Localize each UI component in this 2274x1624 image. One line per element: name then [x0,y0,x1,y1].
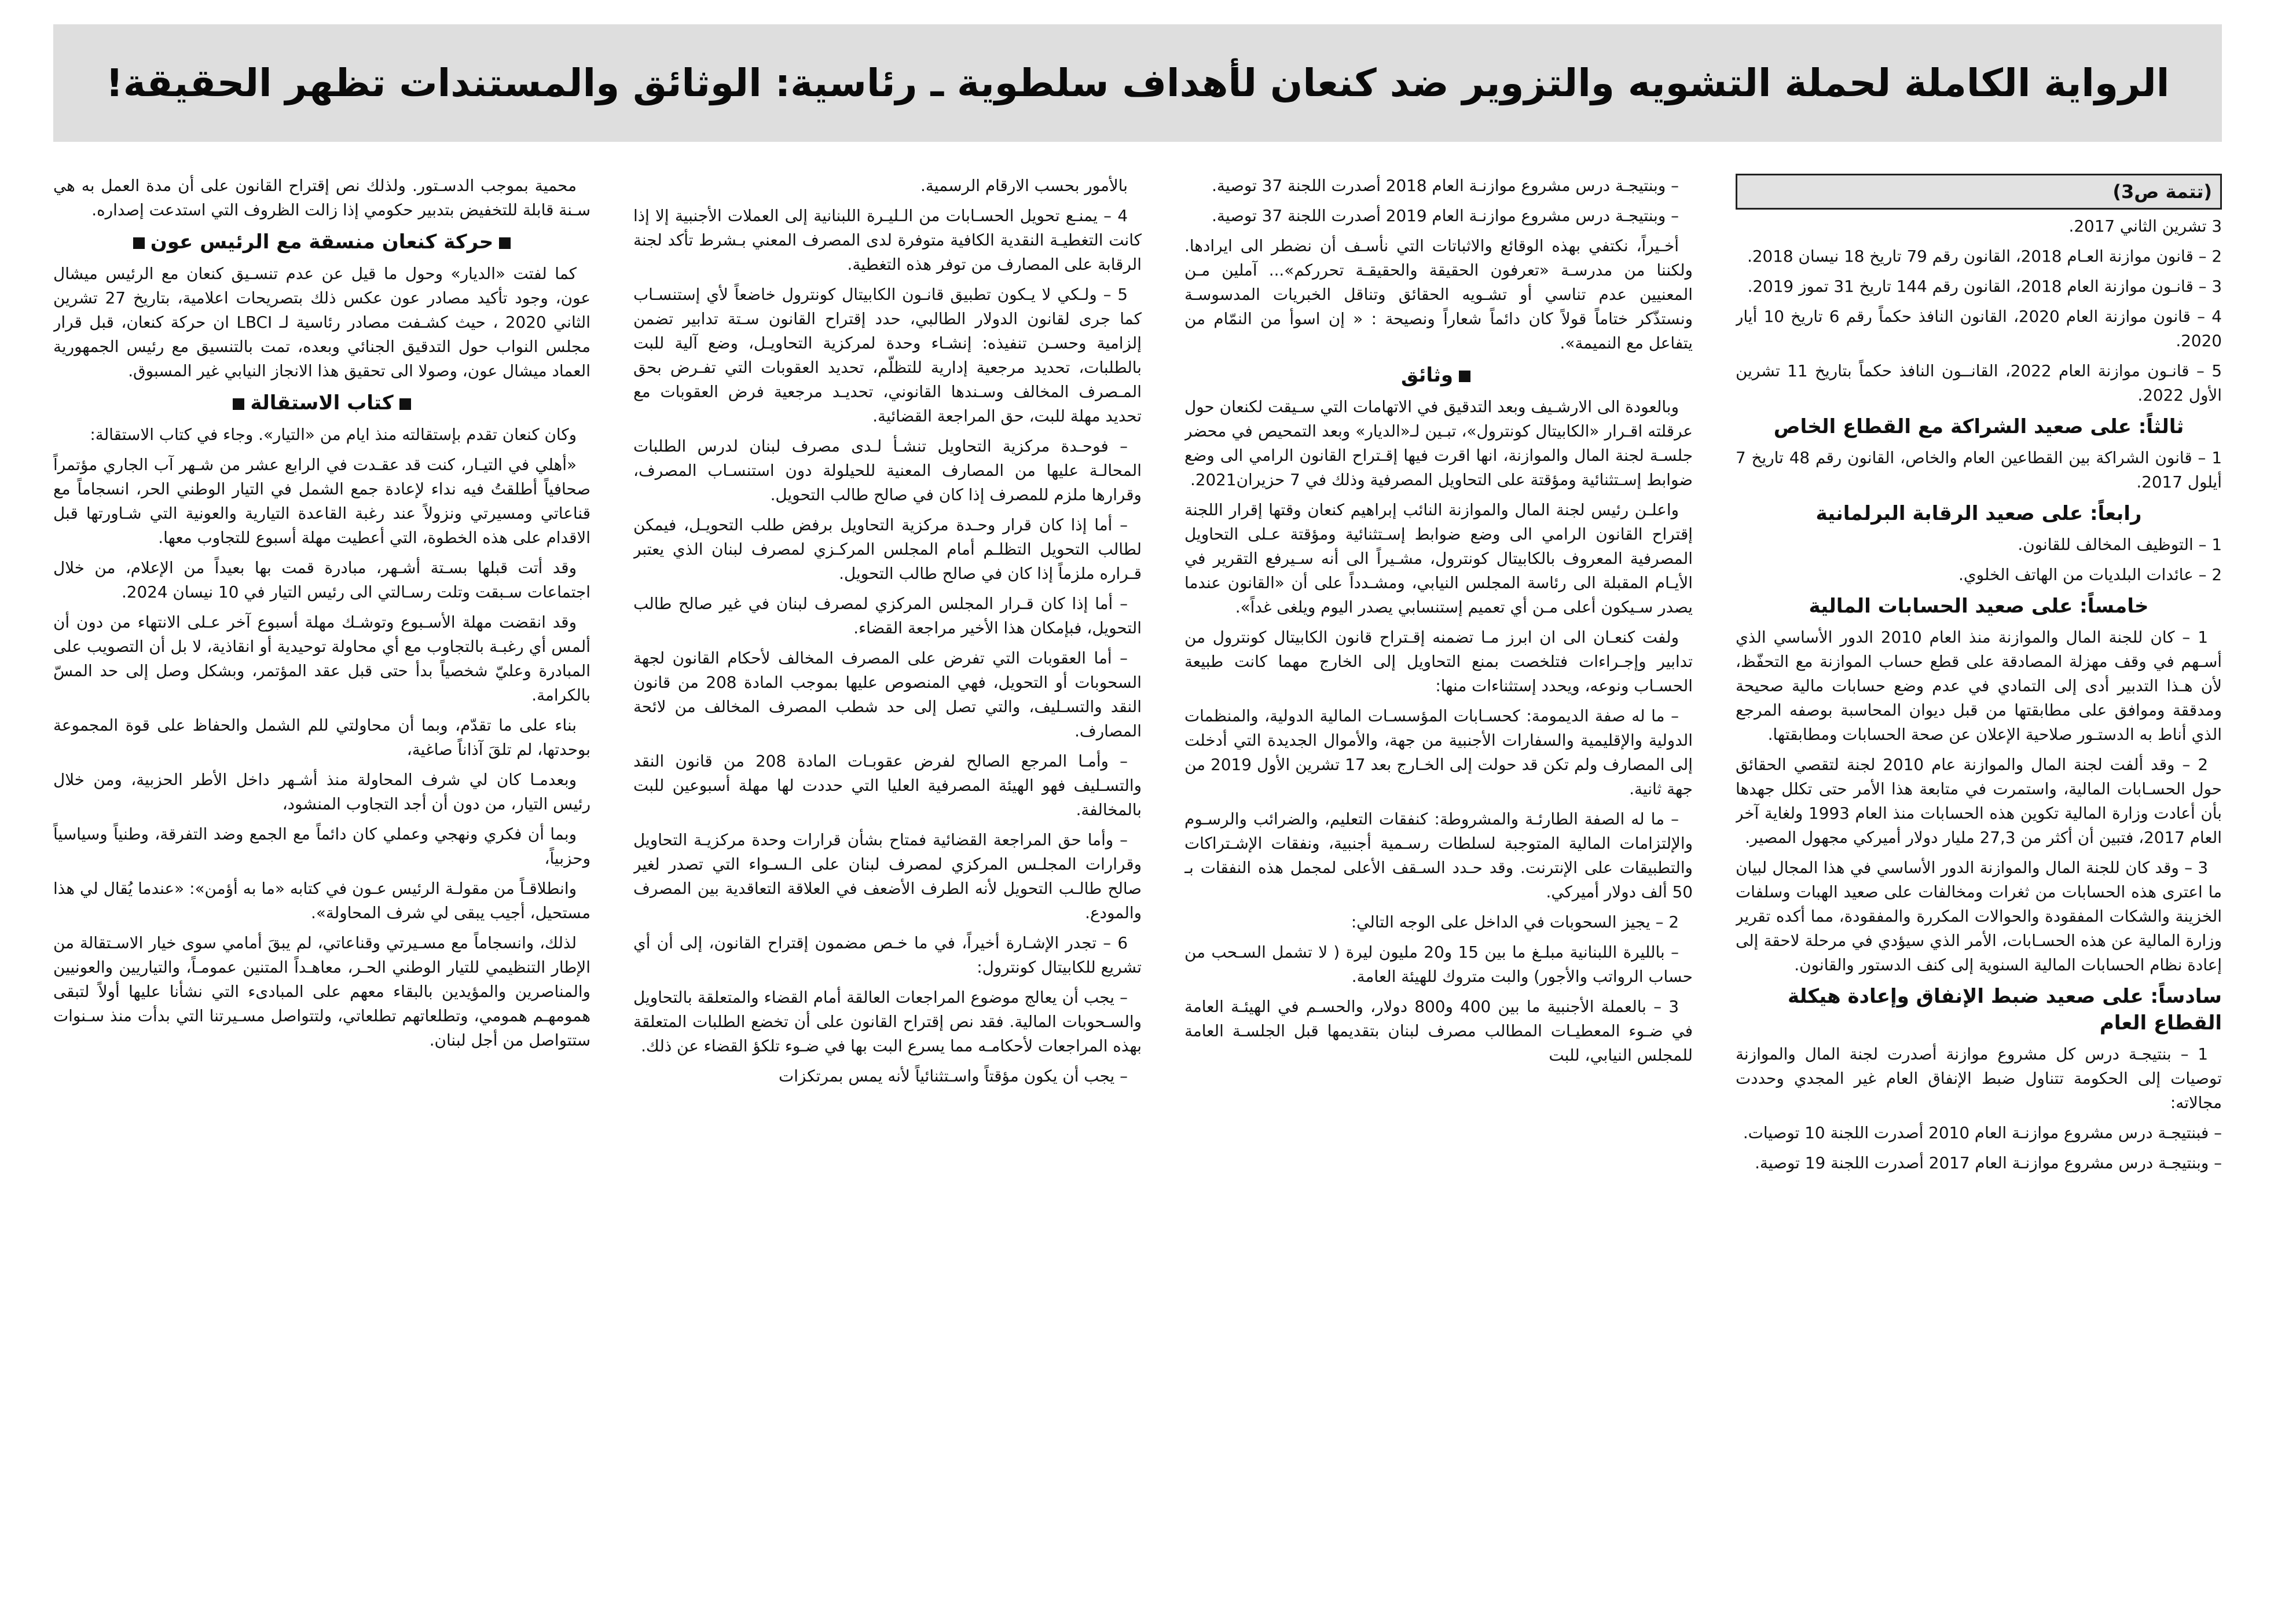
list-item: 5 – قانـون موازنة العام 2022، القانــون النافذ حكماً بتاريخ 11 تشرين الأول 2022. [1736,361,2222,405]
section-heading-text: كتاب الاستقالة [250,391,394,415]
paragraph: – وأمـا المرجع الصالح لفرض عقوبـات المادة 208 من قانون النقد والتسـليف فهو الهيئة المصرفية العليا التي حددت لها مهلة أسبوعين للبت بالمخالفة. [633,751,1142,819]
list-item: 4 – قانون موازنة العام 2020، القانون النافذ حكماً رقم 6 تاريخ 10 أيار 2020. [1736,307,2222,350]
section-heading-text: وثائق [1400,364,1454,387]
paragraph: وقد انقضت مهلة الأسـبوع وتوشـك مهلة أسبوع آخر عـلى الانتهاء من دون أن ألمس أي رغبـة بالتجاوب مع أي محاولة توحيدية أو انقاذية، لا بل أن التصويب على المبادرة وعليّ شخصياً بدأ حتى قبل عقد المؤتمر، وبشكل وصل إلى حد المسّ بالكرامة. [53,613,590,705]
paragraph: 4 – يمنـع تحويل الحسـابات من الـليـرة اللبنانية إلى العملات الأجنبية إلا إذا كانت التغطيـة النقدية الكافية متوفرة لدى المصرف المعني بـشرط تأكد لجنة الرقابة على المصارف من توفر هذه التغطية. [633,206,1142,274]
section-heading-resignation [53,389,590,417]
paragraph: – يجب أن يعالج موضوع المراجعات العالقة أمام القضاء والمتعلقة بالتحاويل والسـحوبات المالية. فقد نص إقتراح القانون على أن تخضع الطلبات المتعلقة بهذه المراجعات لأحكامـه مما يسرع البت بها في ضـوء تلكؤ القضاء عن ذلك. [633,988,1142,1055]
paragraph: واعلـن رئيس لجنة المال والموازنة النائب إبراهيم كنعان وقتها إقرار اللجنة إقتراح القانون الرامي الى وضع ضوابط إسـتثنائية ومؤقتة عـلى التحاويل المصرفية المعروف بالكابيتال كونترول، مشـيراً الى أنه سـيرفع التقرير في الأيـام المقبلة الى رئاسة المجلس النيابي، ومشـدداً على أن «القانون عندما يصدر سـيكون أعلى مـن أي تعميم إستنسابي يصدر اليوم ويلغى غداً». [1184,500,1693,617]
paragraph: وبما أن فكري ونهجي وعملي كان دائماً مع الجمع وضد التفرقة، وطنياً وسياسياً وحزبياً، [53,824,590,868]
list-item: 3 تشرين الثاني 2017. [2068,217,2222,236]
square-bullet-icon [233,398,244,410]
paragraph: وبعدمـا كان لي شرف المحاولة منذ أشـهر داخل الأطر الحزبية، ومن خلال رئيس التيار، من دون أن أجد التجاوب المنشود، [53,770,590,813]
paragraph: – أما العقوبات التي تفرض على المصرف المخالف لأحكام القانون لجهة السحوبات أو التحويل، فهي المنصوص عليها بموجب المادة 208 من قانون النقد والتسـليف، والتي تصل إلى حد شطب المصرف المخالف من لائحة المصارف. [633,648,1142,740]
section-heading-text: حركة كنعان منسقة مع الرئيس عون [150,230,494,254]
paragraph: أخـيراً، نكتفي بهذه الوقائع والاثباتات التي نأسـف أن نضطر الى ايرادها. ولكننا من مدرسـة «تعرفون الحقيقة والحقيقـة تحرركم»... آملين مـن المعنيين عدم تناسي أو تشـويه الحقائق وتناقل الخبريات المدسوسـة ونستذّكر ختاماً قولاً كان دائماً شعاراً ونصيحة : « إن اسوأ من النمّام من يتفاعل مع النميمة». [1184,236,1693,353]
subheading-fourth: رابعاً: على صعيد الرقابة البرلمانية [1815,502,2142,525]
paragraph: – وبنتيجـة درس مشروع موازنـة العام 2018 أصدرت اللجنة 37 توصية. [1212,176,1679,195]
paragraph: – بالليرة اللبنانية مبلـغ ما بين 15 و20 مليون ليرة ( لا تشمل السـحب من حساب الرواتب والأجور) والبت متروك للهيئة العامة. [1184,943,1693,986]
paragraph: 3 – بالعملة الأجنبية ما بين 400 و800 دولار، والحسـم في الهيئـة العامة في ضـوء المعطيـات المطالب مصرف لبنان بتقديمها قبل الجلسـة العامة للمجلس النيابي، للبت [1184,997,1693,1065]
square-bullet-icon [1459,371,1470,382]
column-third [633,174,1142,1604]
square-bullet-icon [499,237,511,249]
list-item: 1 – قانون الشراكة بين القطاعين العام والخاص، القانون رقم 48 تاريخ 7 أيلول 2017. [1736,448,2222,492]
subheading-third: ثالثاً: على صعيد الشراكة مع القطاع الخاص [1773,415,2184,438]
subheading-sixth: سادساً: على صعيد ضبط الإنفاق وإعادة هيكلة القطاع العام [1787,985,2222,1035]
list-item: – وبنتيجـة درس مشروع موازنـة العام 2017 أصدرت اللجنة 19 توصية. [1755,1153,2222,1172]
list-item: 3 – قانـون موازنة العام 2018، القانون رقم 144 تاريخ 31 تموز 2019. [1747,277,2222,296]
paragraph: – أما إذا كان قـرار المجلس المركزي لمصرف لبنان في غير صالح طالب التحويل، فبإمكان هذا الأخير مراجعة القضاء. [633,594,1142,637]
column-left [53,174,590,1604]
paragraph: – ما له صفة الديمومة: كحسـابات المؤسسـات المالية الدولية، والمنظمات الدولية والإقليمية والسفارات الأجنبية من جهة، والأموال الجديدة التي أدخلت إلى المصارف ولم تكن قد حولت إلى الخـارج بعد 17 تشرين الأول 2019 من جهة ثانية. [1184,706,1693,798]
section-heading-docs [1184,361,1693,389]
column-second [1184,174,1693,1604]
list-item: 2 – قانون موازنة العـام 2018، القانون رقم 79 تاريخ 18 نيسان 2018. [1747,247,2222,266]
paragraph: 1 – كان للجنة المال والموازنة منذ العام 2010 الدور الأساسي الذي أسـهم في وقف مهزلة المصادقة على قطع حساب الموازنة مع التحفّظ، لأن هـذا التدبير أدى إلى التمادي في عدم وضع حسابات مالية صحيحة ومدققة وموافق على مطابقتها من قبل ديوان المحاسبة بوصفه المرجع الذي أناط به الدستـور صلاحية الإعلان عن صحة الحسابات ومطابقتها. [1736,628,2222,744]
subheading-fifth: خامساً: على صعيد الحسابات المالية [1809,595,2149,618]
square-bullet-icon [133,237,145,249]
square-bullet-icon [399,398,411,410]
paragraph: – أما إذا كان قرار وحـدة مركزية التحاويل برفض طلب التحويـل، فيمكن لطالب التحويل التظلـم أمام المجلس المركـزي لمصرف لبنان الذي يعتبر قـراره ملزماً إذا كان في صالح طالب التحويل. [633,515,1142,583]
paragraph: – يجب أن يكون مؤقتاً واسـتثنائياً لأنه يمس بمرتكزات [779,1066,1128,1086]
paragraph: «أهلي في التيـار، كنت قد عقـدت في الرابع عشر من شـهر آب الجاري مؤتمراً صحافياً أطلقتُ فيه نداء لإعادة جمع الشمل في التيار الوطني الحر، انسجاماً مع قناعاتي ومسيرتي ونزولاً عند رغبة القاعدة التيارية والعونية التي شـاورتها قبل الاقدام على هذه الخطوة، التي أعطيت مهلة أسبوع للتجاوب معها. [53,455,590,547]
headline-band [53,24,2222,142]
paragraph: وانطلاقـاً من مقولـة الرئيس عـون في كتابه «ما به أؤمن»: «عندما يُقال لي هذا مستحيل، أجيب يبقى لي شرف المحاولة». [53,879,590,922]
paragraph: – وأما حق المراجعة القضائية فمتاح بشأن قرارات وحدة مركزيـة التحاويل وقرارات المجلـس المركزي لمصرف لبنان على الـسـواء التي تصدر لغير صالح طالـب التحويل لأنه الطرف الأضعف في العلاقة التعاقدية بين المصرف والمودع. [633,830,1142,922]
paragraph: 6 – تجدر الإشـارة أخيراً، في ما خـص مضمون إقتراح القانون، إلى أن أي تشريع للكابيتال كونترول: [633,933,1142,977]
paragraph: ولفت كنعـان الى ان ابرز مـا تضمنه إقـتراح قانون الكابيتال كونترول من تدابير وإجـراءات فتلخصت بمنع التحاويل إلى الخارج مهما كانت طبيعة الحسـاب ونوعه، ويحدد إستثناءات منها: [1184,628,1693,695]
paragraph: – ما له الصفة الطارئـة والمشروطة: كنفقات التعليم، والضرائب والرسـوم والإلتزامات المالية المتوجبة لسلطات رسـمية أجنبية، ونفقات الإشـتراكات والتطبيقات على الإنترنت. وقد حـدد السـقف الأعلى لمجمل هذه النفقات بـ 50 ألف دولار أميركي. [1184,809,1693,901]
paragraph: 2 – يجيز السحوبات في الداخل على الوجه التالي: [1351,912,1679,932]
paragraph: – وبنتيجـة درس مشروع موازنـة العام 2019 أصدرت اللجنة 37 توصية. [1212,206,1679,225]
paragraph: – فوحـدة مركزية التحاويل تنشـأ لـدى مصرف لبنان لدرس الطلبات المحالـة عليها من المصارف المعنية للحيلولة دون استنسـاب المصرف، وقرارها ملزم للمصرف إذا كان في صالح طالب التحويل. [633,437,1142,504]
section-heading-coordination [53,228,590,256]
list-item: – فبنتيجـة درس مشروع موازنـة العام 2010 أصدرت اللجنة 10 توصيات. [1743,1123,2222,1142]
paragraph: وقد أتت قبلها بسـتة أشـهر، مبادرة قمت بها بعيداً من الإعلام، من خلال اجتماعات سـبقت وتلت رسـالتي الى رئيس التيار في 10 نيسان 2024. [53,558,590,602]
paragraph: 2 – وقد ألفت لجنة المال والموازنة عام 2010 لجنة لتقصي الحقائق حول الحسـابات المالية، واستمرت في متابعة هذا الأمر حتى تكلل جهدها بأن أعادت وزارة المالية تكوين هذه الحسابات منذ العام 1993 ولغاية آخر العام 2017، فتبين أن أكثر من 27,3 مليار دولار أميركي مجهول المصير. [1736,755,2222,847]
list-item: 1 – التوظيف المخالف للقانون. [2018,535,2222,554]
list-item: 2 – عائدات البلديات من الهاتف الخلوي. [1958,565,2222,584]
continued-label: (تتمة ص3) [1736,174,2222,210]
paragraph: محمية بموجب الدسـتور. ولذلك نص إقتراح القانون على أن مدة العمل به هي سـنة قابلة للتخفيض بتدبير حكومي إذا زالت الظروف التي استدعت إصداره. [53,176,590,219]
article-columns [53,174,2222,1604]
paragraph: لذلك، وانسجاماً مع مسـيرتي وقناعاتي، لم يبقَ أمامي سوى خيار الاسـتقالة من الإطار التنظيمي للتيار الوطني الحـر، معاهـداً المتنين عمومـاً، والتياريين والعونيين والمناصرين والمؤيدين بالبقاء معهم على المبادىء التي نشأنا عليها أولاً لتبقى همومهـم همومي، وتطلعاتهم تطلعاتي، ولتتواصل مسـيرتنا التي بدأت منذ سـنوات ستتواصل من أجل لبنان. [53,933,590,1050]
paragraph: وكان كنعان تقدم بإستقالته منذ ايام من «التيار». وجاء في كتاب الاستقالة: [90,425,577,444]
paragraph: 5 – ولـكي لا يـكون تطبيق قانـون الكابيتال كونترول خاضعاً لأي إستنسـاب كما جرى لقانون الدولار الطالبي، حدد إقتراح القانون سـتة تدابير تضمن إلزامية وحسـن تنفيذه: إنشـاء وحدة لمركزية التحاويـل، وضع آلية للبت بالطلبات، تحديد مرجعية إدارية للتظلّم، تحديد العقوبات التي تفـرض بحق المـصرف المخالف وسـندها القانوني، تحديـد مرجعية فرض العقوبات مع تحديد مهلة للبت، حق المراجعة القضائية. [633,285,1142,426]
column-right [1736,174,2222,1604]
paragraph: 1 – بنتيجـة درس كل مشروع موازنة أصدرت لجنة المال والموازنة توصيات إلى الحكومة تتناول ضبط الإنفاق العام غير المجدي وحددت مجالاته: [1736,1044,2222,1112]
paragraph: كما لفتت «الديار» وحول ما قيل عن عدم تنسـيق كنعان مع الرئيس ميشال عون، وجود تأكيد مصادر عون عكس ذلك بتصريحات اعلامية، بتاريخ 27 تشرين الثاني 2020 ، حيث كشـفت مصادر رئاسية لـ LBCI ان حركة كنعان، قبل قرار مجلس النواب حول التدقيق الجنائي وبعده، تمت بالتنسيق مع رئيس الجمهورية العماد ميشال عون، وصولا الى تحقيق هذا الانجاز النيابي غير المسبوق. [53,264,590,380]
paragraph: وبالعودة الى الارشـيف وبعد التدقيق في الاتهامات التي سـيقت لكنعان حول عرقلته اقـرار «الكابيتال كونترول»، تبـين لـ«الديار» وبعد التمحيص في محضر جلسـة لجنة المال والموازنة، انها اقرت فيها إقـتراح القانون الرامي الى وضع ضوابط إسـتثنائية ومؤقتة على التحاويل المصرفية وذلك في 7 حزيران2021. [1184,397,1693,489]
paragraph: 3 – وقد كان للجنة المال والموازنة الدور الأساسي في هذا المجال لبيان ما اعترى هذه الحسابات من ثغرات ومخالفات على صعيد الهبات وسلفات الخزينة والشكات المفقودة والحوالات المكررة والمفقودة، مما أكده تقرير وزارة المالية عن هذه الحسـابات، الأمر الذي سيؤدي في مرحلة لاحقة إلى إعادة نظام الحسابات المالية السنوية إلى كنف الدستور والقانون. [1736,858,2222,974]
paragraph: بالأمور بحسب الارقام الرسمية. [920,176,1128,195]
page-headline: الرواية الكاملة لحملة التشويه والتزوير ضد كنعان لأهداف سلطوية ـ رئاسية: الوثائق والمستندات تظهر الحقيقة! [105,60,2170,105]
paragraph: بناء على ما تقدّم، وبما أن محاولتي للم الشمل والحفاظ على قوة المجموعة بوحدتها، لم تلقَ آذاناً صاغية، [53,716,590,759]
